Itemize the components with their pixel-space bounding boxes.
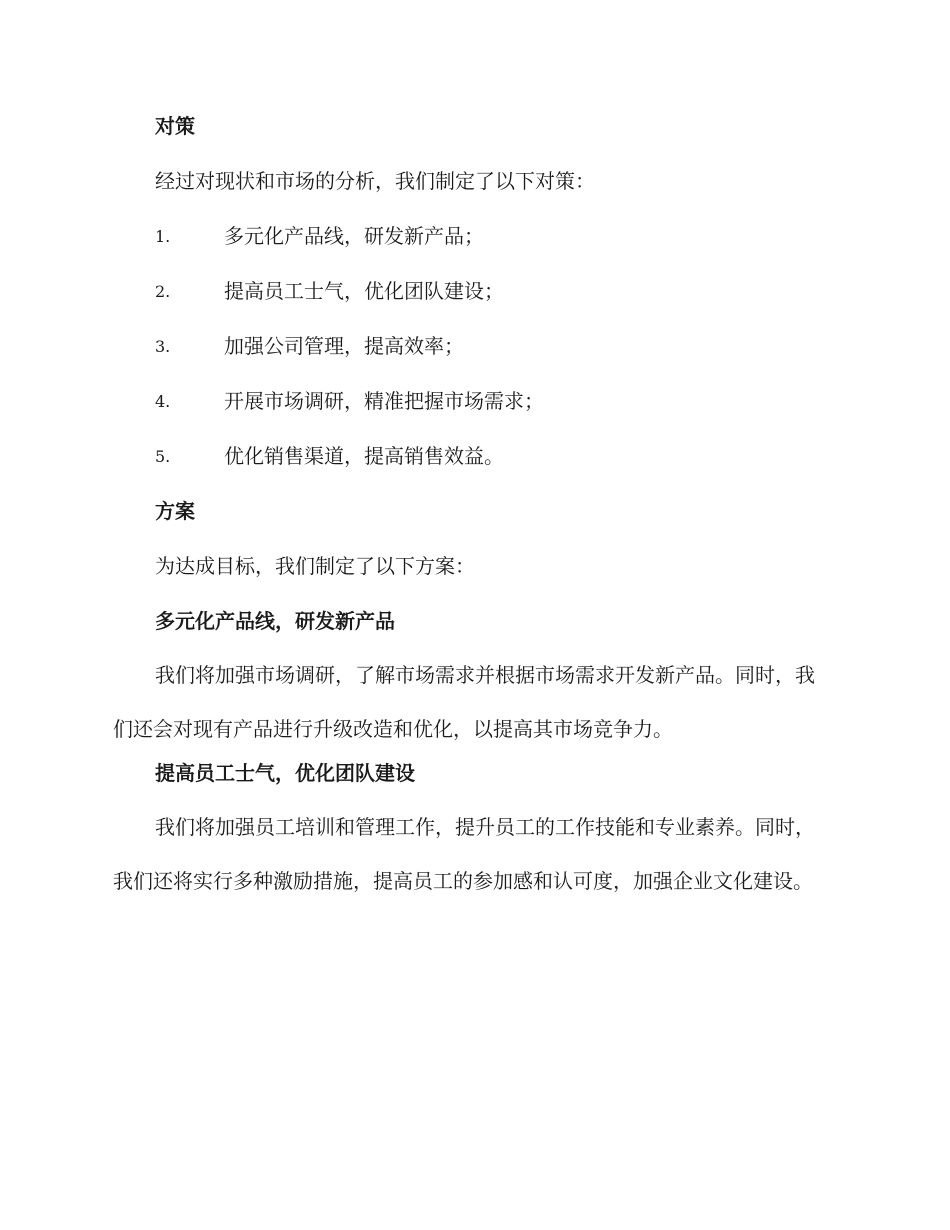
- subsection-heading: 提高员工士气，优化团队建设: [155, 761, 415, 785]
- paragraph: 我们将加强市场调研，了解市场需求并根据市场需求开发新产品。同时，我们还会对现有产品进行升级改造和优化，以提高其市场竞争力。: [113, 663, 815, 741]
- list-text: 加强公司管理，提高效率；: [224, 334, 464, 358]
- list-number: 5.: [155, 447, 171, 466]
- section-intro: 为达成目标，我们制定了以下方案：: [155, 554, 475, 578]
- list-text: 提高员工士气，优化团队建设；: [224, 279, 504, 303]
- list-number: 2.: [155, 282, 171, 301]
- section-heading-plan: 方案: [155, 499, 195, 523]
- paragraph: 我们将加强员工培训和管理工作，提升员工的工作技能和专业素养。同时，我们还将实行多种激励措施，提高员工的参加感和认可度，加强企业文化建设。: [113, 815, 815, 893]
- section-intro: 经过对现状和市场的分析，我们制定了以下对策：: [155, 169, 595, 193]
- section-heading-countermeasures: 对策: [155, 114, 195, 138]
- list-text: 开展市场调研，精准把握市场需求；: [224, 389, 544, 413]
- list-number: 1.: [155, 227, 171, 246]
- subsection-heading: 多元化产品线，研发新产品: [155, 609, 395, 633]
- list-text: 优化销售渠道，提高销售效益。: [224, 444, 504, 468]
- list-number: 3.: [155, 337, 171, 356]
- list-text: 多元化产品线，研发新产品；: [224, 224, 484, 248]
- list-number: 4.: [155, 392, 171, 411]
